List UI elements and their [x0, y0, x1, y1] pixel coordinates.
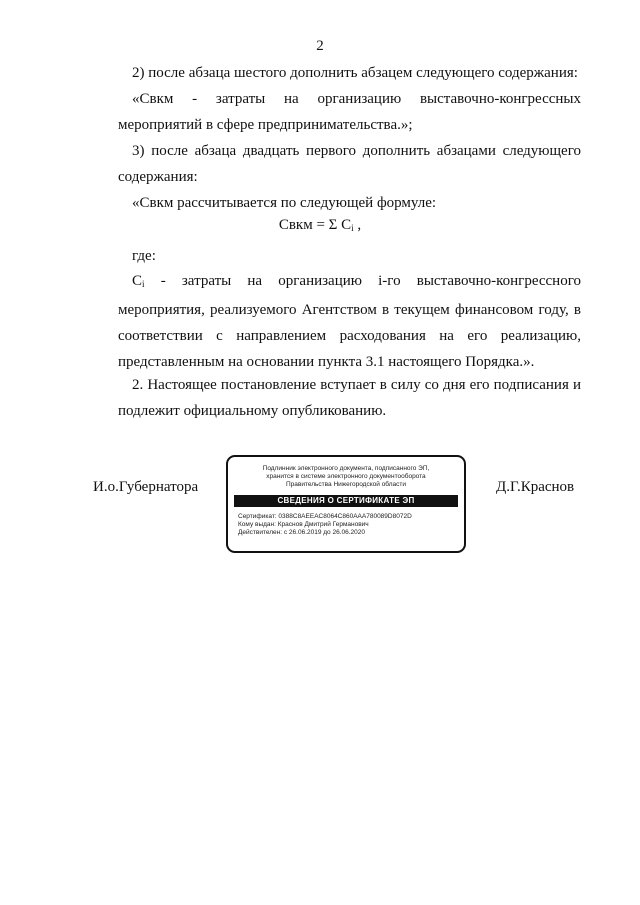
paragraph-effective-date: 2. Настоящее постановление вступает в силу со дня его подписания и подлежит официальному опубликованию. — [118, 377, 581, 419]
stamp-title-bar: СВЕДЕНИЯ О СЕРТИФИКАТЕ ЭП — [234, 495, 458, 507]
stamp-certificate: Сертификат: 0388C8AEEAC8064C860AAA780089D8072D — [238, 513, 412, 520]
stamp-validity: Действителен: с 26.06.2019 до 26.06.2020 — [238, 529, 366, 536]
formula — [0, 217, 640, 234]
formula-subscript: i — [351, 223, 354, 233]
signature-position: И.о.Губернатора — [93, 479, 199, 495]
stamp-header-line: хранится в системе электронного документооборота — [266, 473, 426, 480]
stamp-issued-to: Кому выдан: Краснов Дмитрий Германович — [238, 521, 369, 528]
paragraph-4-block — [118, 190, 581, 216]
ci-letter: C — [132, 273, 143, 289]
signature-name: Д.Г.Краснов — [496, 479, 575, 495]
paragraph-svkm-definition: «Свкм - затраты на организацию выставочно-конгрессных мероприятий в сфере предпринимательства.»; — [118, 91, 581, 133]
formula-tail: , — [353, 217, 362, 233]
stamp-header — [228, 465, 464, 489]
stamp-details — [238, 513, 464, 537]
formula-main: Свкм = Σ C — [278, 217, 352, 233]
stamp-header-line: Подлинник электронного документа, подписанного ЭП, — [262, 465, 430, 472]
page-number: 2 — [316, 38, 324, 54]
ci-definition — [118, 268, 581, 375]
paragraph-2-block — [118, 86, 581, 138]
paragraph-1-block — [118, 60, 581, 86]
where-label: где: — [132, 248, 156, 264]
stamp-header-line: Правительства Нижегородской области — [285, 481, 407, 488]
paragraph-amend-6: 2) после абзаца шестого дополнить абзацем следующего содержания: — [132, 65, 578, 81]
paragraph-formula-intro: «Свкм рассчитывается по следующей формуле: — [132, 195, 437, 211]
paragraph-amend-21: 3) после абзаца двадцать первого дополнить абзацами следующего содержания: — [118, 143, 581, 185]
ci-text: - затраты на организацию i-го выставочно-конгрессного мероприятия, реализуемого Агентством в текущем финансовом году, в соответствии с направлением расходования на его реализацию, представленным на основании пункта 3.1 настоящего Порядка.». — [118, 273, 581, 370]
where-block — [118, 243, 581, 269]
electronic-signature-stamp — [226, 455, 466, 553]
paragraph-3-block — [118, 138, 581, 190]
final-paragraph-block — [118, 372, 581, 424]
ci-definition-block — [118, 268, 581, 375]
ci-subscript: i — [142, 279, 145, 289]
